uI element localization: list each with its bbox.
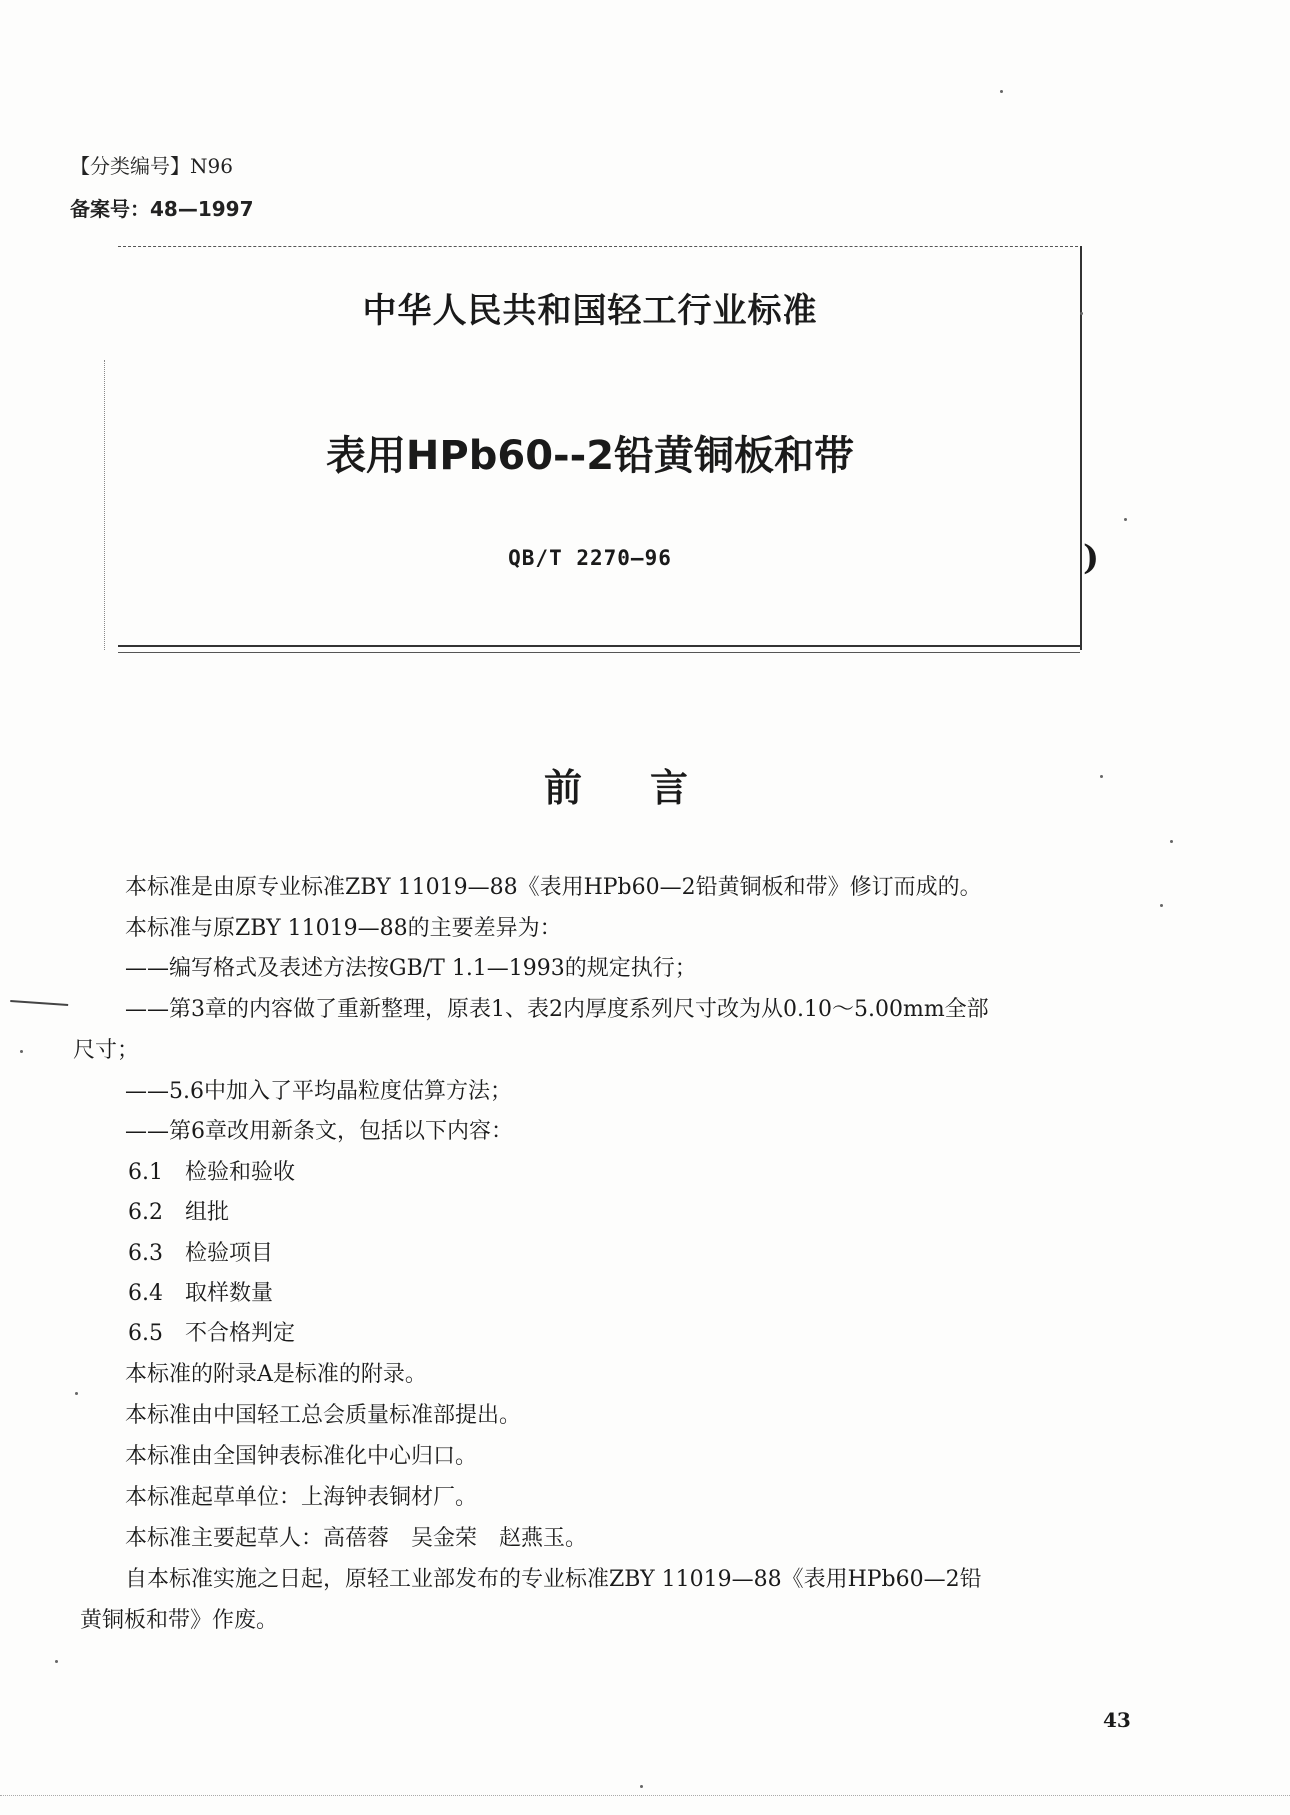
preface-clause: 6.4 取样数量 bbox=[128, 1281, 273, 1306]
standard-title: 表用HPb60--2铅黄铜板和带 bbox=[325, 433, 855, 479]
classification-number: 【分类编号】N96 bbox=[70, 154, 233, 178]
preface-line: 本标准起草单位：上海钟表铜材厂。 bbox=[125, 1485, 478, 1510]
preface-line: ——编写格式及表述方法按GB/T 1.1—1993的规定执行； bbox=[125, 956, 697, 981]
filing-number: 备案号：48—1997 bbox=[70, 197, 254, 221]
scan-speck bbox=[1170, 840, 1173, 843]
preface-line: 自本标准实施之日起，原轻工业部发布的专业标准ZBY 11019—88《表用HPb60—2铅 bbox=[125, 1567, 982, 1592]
preface-heading: 前言 bbox=[543, 766, 756, 810]
scan-speck bbox=[55, 1660, 58, 1663]
scan-artifact-stroke bbox=[10, 1000, 68, 1012]
preface-line: 本标准的附录A是标准的附录。 bbox=[125, 1362, 427, 1387]
standard-code: QB/T 2270—96 bbox=[508, 546, 672, 570]
preface-line: 本标准由中国轻工总会质量标准部提出。 bbox=[125, 1403, 522, 1428]
title-frame-bottom-border bbox=[118, 645, 1080, 647]
scan-speck bbox=[1160, 904, 1163, 907]
preface-clause: 6.1 检验和验收 bbox=[128, 1160, 295, 1185]
preface-line: ——第3章的内容做了重新整理，原表1、表2内厚度系列尺寸改为从0.10～5.00mm全部 bbox=[125, 997, 989, 1022]
title-frame-top-border bbox=[118, 246, 1078, 247]
preface-line: 本标准与原ZBY 11019—88的主要差异为： bbox=[125, 916, 562, 941]
preface-line: 尺寸； bbox=[73, 1038, 140, 1063]
preface-line: 本标准是由原专业标准ZBY 11019—88《表用HPb60—2铅黄铜板和带》修订而成的。 bbox=[125, 875, 982, 900]
scan-speck bbox=[75, 1392, 78, 1395]
title-frame-bottom-rule bbox=[118, 652, 1080, 653]
scan-speck bbox=[1080, 312, 1083, 315]
preface-clause: 6.3 检验项目 bbox=[128, 1241, 273, 1266]
preface-line: 黄铜板和带》作废。 bbox=[80, 1608, 279, 1633]
preface-clause: 6.5 不合格判定 bbox=[128, 1321, 295, 1346]
scan-speck bbox=[1000, 90, 1003, 93]
scan-speck bbox=[1124, 518, 1127, 521]
preface-clause: 6.2 组批 bbox=[128, 1200, 229, 1225]
industry-standard-title: 中华人民共和国轻工行业标准 bbox=[362, 291, 818, 331]
scan-artifact-edge bbox=[0, 1795, 1290, 1796]
scan-bracket-mark: ) bbox=[1083, 538, 1100, 578]
preface-line: 本标准由全国钟表标准化中心归口。 bbox=[125, 1444, 478, 1469]
scan-speck bbox=[640, 1785, 643, 1788]
preface-line: ——第6章改用新条文，包括以下内容： bbox=[125, 1119, 513, 1144]
preface-line: 本标准主要起草人：高蓓蓉 吴金荣 赵燕玉。 bbox=[125, 1526, 588, 1551]
preface-line: ——5.6中加入了平均晶粒度估算方法； bbox=[125, 1079, 512, 1104]
scan-speck bbox=[1100, 775, 1103, 778]
page-number: 43 bbox=[1103, 1708, 1131, 1732]
scan-speck bbox=[20, 1050, 23, 1053]
title-frame-left-border bbox=[104, 360, 105, 650]
